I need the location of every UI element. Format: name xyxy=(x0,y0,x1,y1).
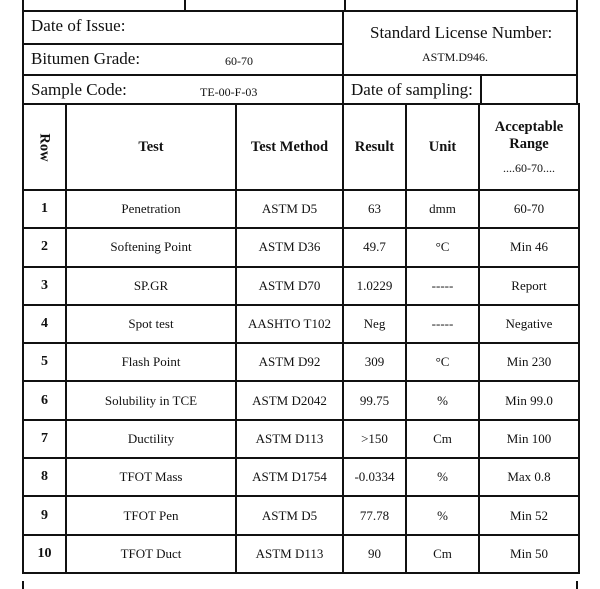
unit-cell: ----- xyxy=(406,305,479,343)
bitumen-grade-value: 60-70 xyxy=(225,54,253,68)
col-header-unit: Unit xyxy=(406,104,479,190)
top-border-fragment xyxy=(22,0,578,10)
table-row xyxy=(23,267,579,305)
acceptable-range-cell: Negative xyxy=(479,305,579,343)
test-method-cell: ASTM D92 xyxy=(236,343,343,381)
unit-cell: dmm xyxy=(406,190,479,228)
row-number-cell: 3 xyxy=(23,267,66,305)
test-method-cell: AASHTO T102 xyxy=(236,305,343,343)
acceptable-range-spec: ....60-70.... xyxy=(503,160,555,175)
test-name-cell: Softening Point xyxy=(66,228,236,266)
result-cell: 1.0229 xyxy=(343,267,406,305)
unit-cell: Cm xyxy=(406,420,479,458)
test-name-cell: TFOT Duct xyxy=(66,535,236,573)
acceptable-range-cell: Min 46 xyxy=(479,228,579,266)
row-number-cell: 2 xyxy=(23,228,66,266)
unit-cell: °C xyxy=(406,343,479,381)
result-cell: >150 xyxy=(343,420,406,458)
row-number-cell: 8 xyxy=(23,458,66,496)
test-name-cell: SP.GR xyxy=(66,267,236,305)
acceptable-range-cell: Max 0.8 xyxy=(479,458,579,496)
test-method-cell: ASTM D36 xyxy=(236,228,343,266)
table-row xyxy=(23,305,579,343)
col-header-test: Test xyxy=(66,104,236,190)
acceptable-range-cell: Report xyxy=(479,267,579,305)
test-name-cell: Spot test xyxy=(66,305,236,343)
test-method-cell: ASTM D5 xyxy=(236,496,343,534)
unit-cell: % xyxy=(406,458,479,496)
result-cell: 99.75 xyxy=(343,381,406,419)
result-cell: 49.7 xyxy=(343,228,406,266)
sample-code-label: Sample Code: xyxy=(31,80,127,99)
acceptable-range-cell: Min 99.0 xyxy=(479,381,579,419)
row-number-cell: 6 xyxy=(23,381,66,419)
unit-cell: °C xyxy=(406,228,479,266)
table-row xyxy=(23,496,579,534)
sample-code-value: TE-00-F-03 xyxy=(200,85,258,99)
bitumen-grade-label: Bitumen Grade: xyxy=(31,49,141,68)
test-method-cell: ASTM D1754 xyxy=(236,458,343,496)
date-of-issue-label: Date of Issue: xyxy=(31,16,126,35)
col-header-result: Result xyxy=(343,104,406,190)
test-method-cell: ASTM D113 xyxy=(236,420,343,458)
acceptable-range-cell: Min 230 xyxy=(479,343,579,381)
table-row xyxy=(23,190,579,228)
test-report-sheet xyxy=(22,0,578,589)
unit-cell: ----- xyxy=(406,267,479,305)
row-number-cell: 9 xyxy=(23,496,66,534)
table-row xyxy=(23,343,579,381)
result-cell: 309 xyxy=(343,343,406,381)
acceptable-range-cell: 60-70 xyxy=(479,190,579,228)
table-row xyxy=(23,535,579,573)
col-header-row: Row xyxy=(23,104,66,190)
result-cell: 77.78 xyxy=(343,496,406,534)
standard-license-value: ASTM.D946. xyxy=(422,50,489,64)
col-header-acceptable-range: Acceptable Range ....60-70.... xyxy=(479,104,579,190)
test-name-cell: TFOT Pen xyxy=(66,496,236,534)
acceptable-range-cell: Min 50 xyxy=(479,535,579,573)
acceptable-range-cell: Min 52 xyxy=(479,496,579,534)
result-cell: 90 xyxy=(343,535,406,573)
acceptable-range-cell: Min 100 xyxy=(479,420,579,458)
table-row xyxy=(23,381,579,419)
test-method-cell: ASTM D5 xyxy=(236,190,343,228)
row-number-cell: 5 xyxy=(23,343,66,381)
header-block xyxy=(22,10,578,105)
result-cell: 63 xyxy=(343,190,406,228)
table-row xyxy=(23,228,579,266)
test-name-cell: Solubility in TCE xyxy=(66,381,236,419)
result-cell: Neg xyxy=(343,305,406,343)
table-row xyxy=(23,420,579,458)
row-number-cell: 7 xyxy=(23,420,66,458)
test-name-cell: TFOT Mass xyxy=(66,458,236,496)
test-method-cell: ASTM D70 xyxy=(236,267,343,305)
results-table xyxy=(22,103,580,574)
test-method-cell: ASTM D113 xyxy=(236,535,343,573)
row-number-cell: 10 xyxy=(23,535,66,573)
test-name-cell: Ductility xyxy=(66,420,236,458)
row-number-cell: 4 xyxy=(23,305,66,343)
test-method-cell: ASTM D2042 xyxy=(236,381,343,419)
date-of-sampling-label: Date of sampling: xyxy=(351,80,473,99)
col-header-method: Test Method xyxy=(236,104,343,190)
table-row xyxy=(23,458,579,496)
test-name-cell: Penetration xyxy=(66,190,236,228)
result-cell: -0.0334 xyxy=(343,458,406,496)
bottom-border-fragment xyxy=(22,581,578,589)
table-header-row xyxy=(23,104,579,190)
row-number-cell: 1 xyxy=(23,190,66,228)
unit-cell: % xyxy=(406,381,479,419)
unit-cell: % xyxy=(406,496,479,534)
standard-license-label: Standard License Number: xyxy=(370,23,553,42)
test-name-cell: Flash Point xyxy=(66,343,236,381)
unit-cell: Cm xyxy=(406,535,479,573)
